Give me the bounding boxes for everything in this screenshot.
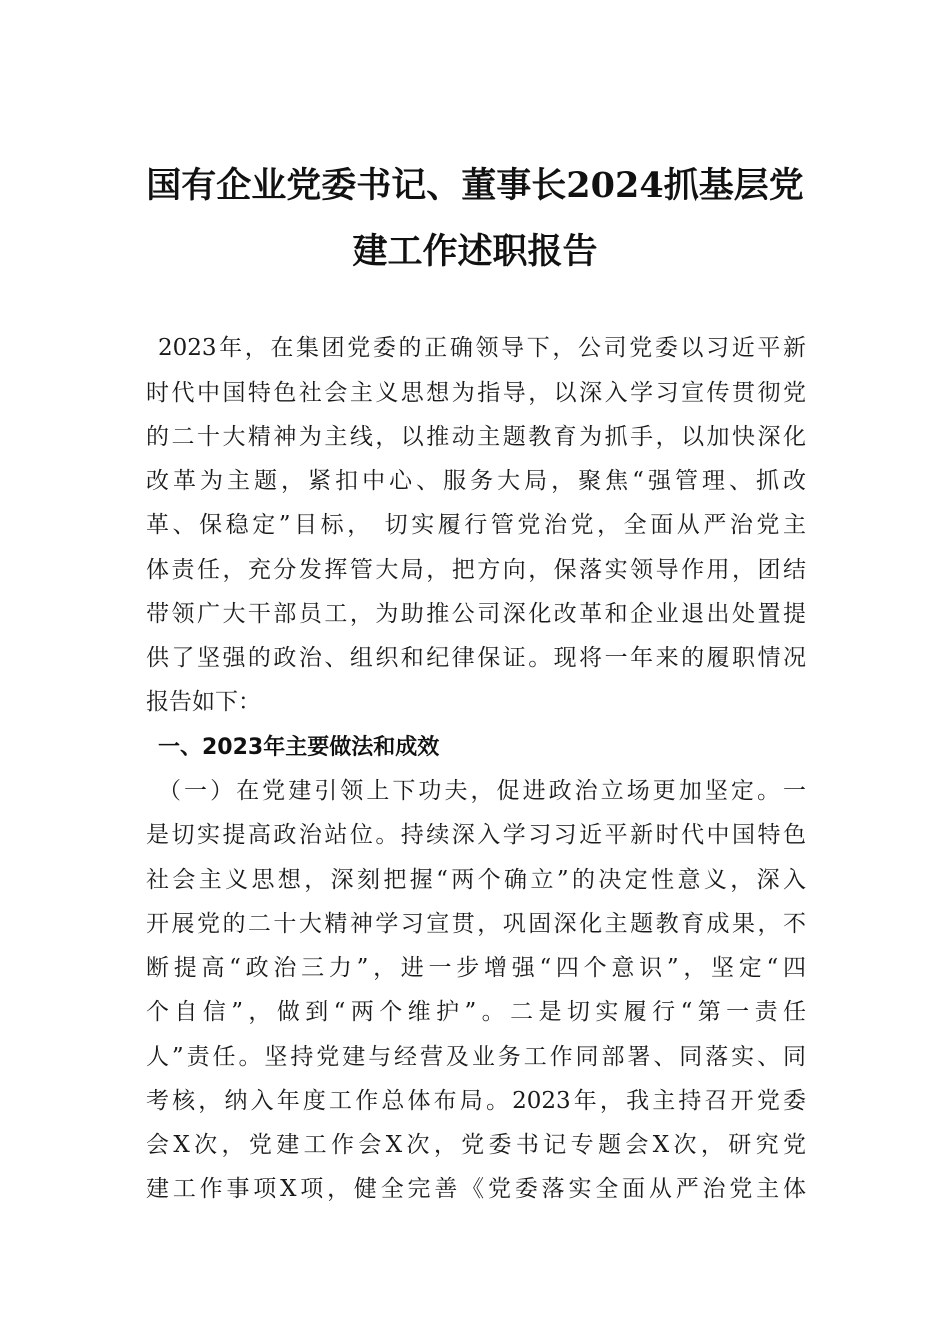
section-line-10: 建工作事项X项，健全完善《党委落实全面从严治党主体 xyxy=(146,1176,806,1202)
section-line-2: 是切实提高政治站位。持续深入学习习近平新时代中国特色 xyxy=(146,822,806,848)
document-title-line-2: 建工作述职报告 xyxy=(352,231,598,272)
intro-line-6: 体责任，充分发挥管大局，把方向，保落实领导作用，团结 xyxy=(146,557,806,583)
intro-line-8: 供了坚强的政治、组织和纪律保证。现将一年来的履职情况 xyxy=(146,645,806,671)
intro-line-3: 的二十大精神为主线，以推动主题教育为抓手，以加快深化 xyxy=(146,424,806,450)
section-line-9: 会X次，党建工作会X次，党委书记专题会X次，研究党 xyxy=(146,1132,806,1158)
section-line-1: （一）在党建引领上下功夫，促进政治立场更加坚定。一 xyxy=(158,778,806,804)
section-heading: 一、2023年主要做法和成效 xyxy=(158,735,440,760)
section-line-5: 断提高“政治三力”，进一步增强“四个意识”，坚定“四 xyxy=(146,955,806,981)
section-line-6: 个自信”，做到“两个维护”。二是切实履行“第一责任 xyxy=(146,999,806,1025)
intro-line-7: 带领广大干部员工，为助推公司深化改革和企业退出处置提 xyxy=(146,601,806,627)
intro-line-9: 报告如下： xyxy=(146,689,261,715)
intro-line-5: 革、保稳定”目标， 切实履行管党治党，全面从严治党主 xyxy=(146,512,806,538)
section-line-3: 社会主义思想，深刻把握“两个确立”的决定性意义，深入 xyxy=(146,867,806,893)
document-title-line-1: 国有企业党委书记、董事长2024抓基层党 xyxy=(146,165,804,206)
section-line-4: 开展党的二十大精神学习宣贯，巩固深化主题教育成果，不 xyxy=(146,911,806,937)
intro-line-2: 时代中国特色社会主义思想为指导，以深入学习宣传贯彻党 xyxy=(146,380,806,406)
section-line-8: 考核，纳入年度工作总体布局。2023年，我主持召开党委 xyxy=(146,1088,806,1114)
intro-line-1: 2023年，在集团党委的正确领导下，公司党委以习近平新 xyxy=(158,335,806,361)
intro-line-4: 改革为主题，紧扣中心、服务大局，聚焦“强管理、抓改 xyxy=(146,468,806,494)
section-line-7: 人”责任。坚持党建与经营及业务工作同部署、同落实、同 xyxy=(146,1044,806,1070)
